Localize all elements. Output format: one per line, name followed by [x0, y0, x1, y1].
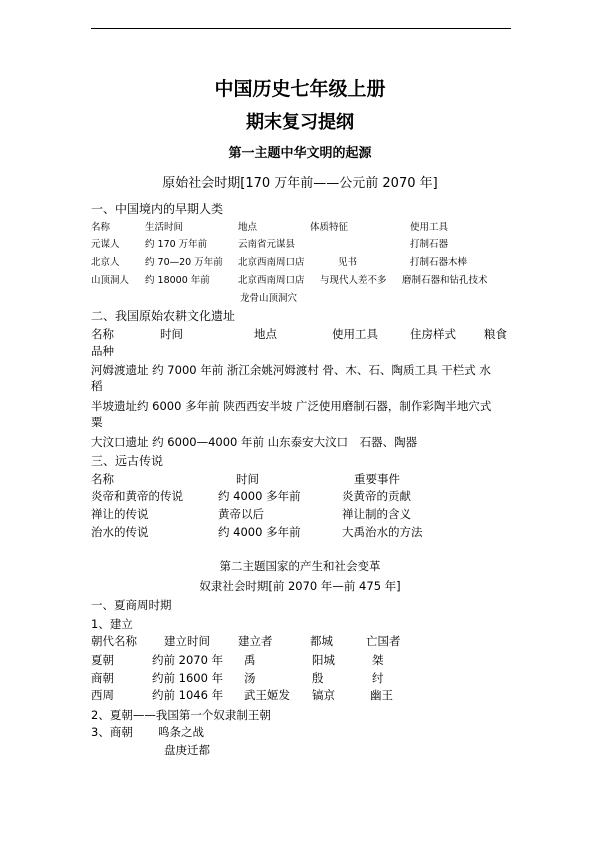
table-header-cell: 住房样式: [410, 327, 456, 341]
section-heading: 一、夏商周时期: [91, 598, 172, 612]
table-cell: 云南省元谋县: [238, 239, 296, 250]
table-header-cell: 重要事件: [354, 472, 400, 486]
table-cell: 约前 1046 年: [152, 688, 224, 702]
table-cell: 纣: [372, 671, 384, 685]
table-header-cell: 体质特征: [310, 222, 349, 233]
table-header-cell: 地点: [238, 222, 258, 233]
table-header-cell: 地点: [254, 327, 277, 341]
list-item: 河姆渡遗址 约 7000 年前 浙江余姚河姆渡村 骨、木、石、陶质工具 干栏式 水: [91, 363, 491, 377]
table-cell: 汤: [244, 671, 256, 685]
table-cell: 禅让的传说: [91, 507, 149, 521]
table-cell: 北京西南周口店: [238, 257, 305, 268]
section-heading: 二、我国原始农耕文化遗址: [91, 309, 236, 323]
page-subtitle: 期末复习提纲: [246, 112, 354, 133]
table-header-cell: 名称: [91, 472, 114, 486]
section-heading: 一、中国境内的早期人类: [91, 202, 224, 216]
table-header-cell: 时间: [160, 327, 183, 341]
table-cell: 山顶洞人: [91, 275, 130, 286]
table-cell: 大禹治水的方法: [342, 525, 423, 539]
subsection-heading: 3、商朝: [91, 725, 133, 739]
list-item-wrap: 稻: [91, 379, 103, 393]
table-cell: 龙骨山顶洞穴: [240, 293, 298, 304]
table-cell: 黄帝以后: [218, 507, 264, 521]
table-cell: 武王姬发: [244, 688, 290, 702]
table-cell: 夏朝: [91, 653, 114, 667]
theme2-title: 第二主题国家的产生和社会变革: [219, 559, 381, 573]
table-cell: 殷: [312, 671, 324, 685]
table-header-cell: 使用工具: [332, 327, 378, 341]
table-cell: 西周: [91, 688, 114, 702]
list-item: 盘庚迁都: [164, 743, 210, 757]
table-cell: 约 18000 年前: [145, 275, 210, 286]
table-cell: 禅让制的含义: [342, 507, 411, 521]
table-cell: 镐京: [312, 688, 335, 702]
list-item: 大汶口遗址 约 6000—4000 年前 山东泰安大汶口 石器、陶器: [91, 435, 418, 449]
table-cell: 幽王: [370, 688, 393, 702]
table-cell: 磨制石器和钻孔技术: [402, 275, 488, 286]
page-title: 中国历史七年级上册: [214, 78, 386, 100]
table-cell: 打制石器: [410, 239, 449, 250]
table-header-cell: 时间: [236, 472, 259, 486]
table-cell: 约前 1600 年: [152, 671, 224, 685]
table-cell: 炎帝和黄帝的传说: [91, 489, 183, 503]
section-heading: 三、远古传说: [91, 454, 164, 468]
table-cell: 北京西南周口店: [238, 275, 305, 286]
table-cell: 约 170 万年前: [145, 239, 208, 250]
table-cell: 北京人: [91, 257, 120, 268]
table-header-cell: 亡国者: [366, 634, 401, 648]
table-cell: 约 4000 多年前: [218, 489, 301, 503]
table-cell: 见书: [338, 257, 358, 268]
table-header-cell: 使用工具: [410, 222, 449, 233]
table-cell: 与现代人差不多: [320, 275, 387, 286]
table-header-cell: 朝代名称: [91, 634, 137, 648]
table-cell: 炎黄帝的贡献: [342, 489, 411, 503]
subsection-heading: 2、夏朝——我国第一个奴隶制王朝: [91, 708, 271, 722]
table-header-cell: 生活时间: [145, 222, 184, 233]
list-item: 鸣条之战: [158, 725, 204, 739]
table-cell: 打制石器木棒: [410, 257, 468, 268]
table-header-cell: 建立者: [238, 634, 273, 648]
table-cell: 桀: [372, 653, 384, 667]
table-cell: 元谋人: [91, 239, 120, 250]
table-cell: 阳城: [312, 653, 335, 667]
table-cell: 治水的传说: [91, 525, 149, 539]
table-cell: 约前 2070 年: [152, 653, 224, 667]
list-item-wrap: 粟: [91, 415, 103, 429]
table-header-wrap: 品种: [91, 344, 114, 358]
theme1-period: 原始社会时期[170 万年前——公元前 2070 年]: [162, 176, 438, 191]
table-cell: 约 70—20 万年前: [145, 257, 223, 268]
table-header-cell: 都城: [310, 634, 333, 648]
table-header-cell: 建立时间: [164, 634, 210, 648]
theme1-title: 第一主题中华文明的起源: [228, 146, 372, 161]
subsection-heading: 1、建立: [91, 617, 133, 631]
table-cell: 禹: [244, 653, 256, 667]
list-item: 半坡遗址约 6000 多年前 陕西西安半坡 广泛使用磨制石器，制作彩陶半地穴式: [91, 399, 492, 413]
table-cell: 商朝: [91, 671, 114, 685]
theme2-period: 奴隶社会时期[前 2070 年—前 475 年]: [199, 579, 401, 593]
table-header-cell: 粮食: [484, 327, 507, 341]
header-rule: [91, 28, 511, 29]
table-header-cell: 名称: [91, 222, 111, 233]
table-header-cell: 名称: [91, 327, 114, 341]
table-cell: 约 4000 多年前: [218, 525, 301, 539]
